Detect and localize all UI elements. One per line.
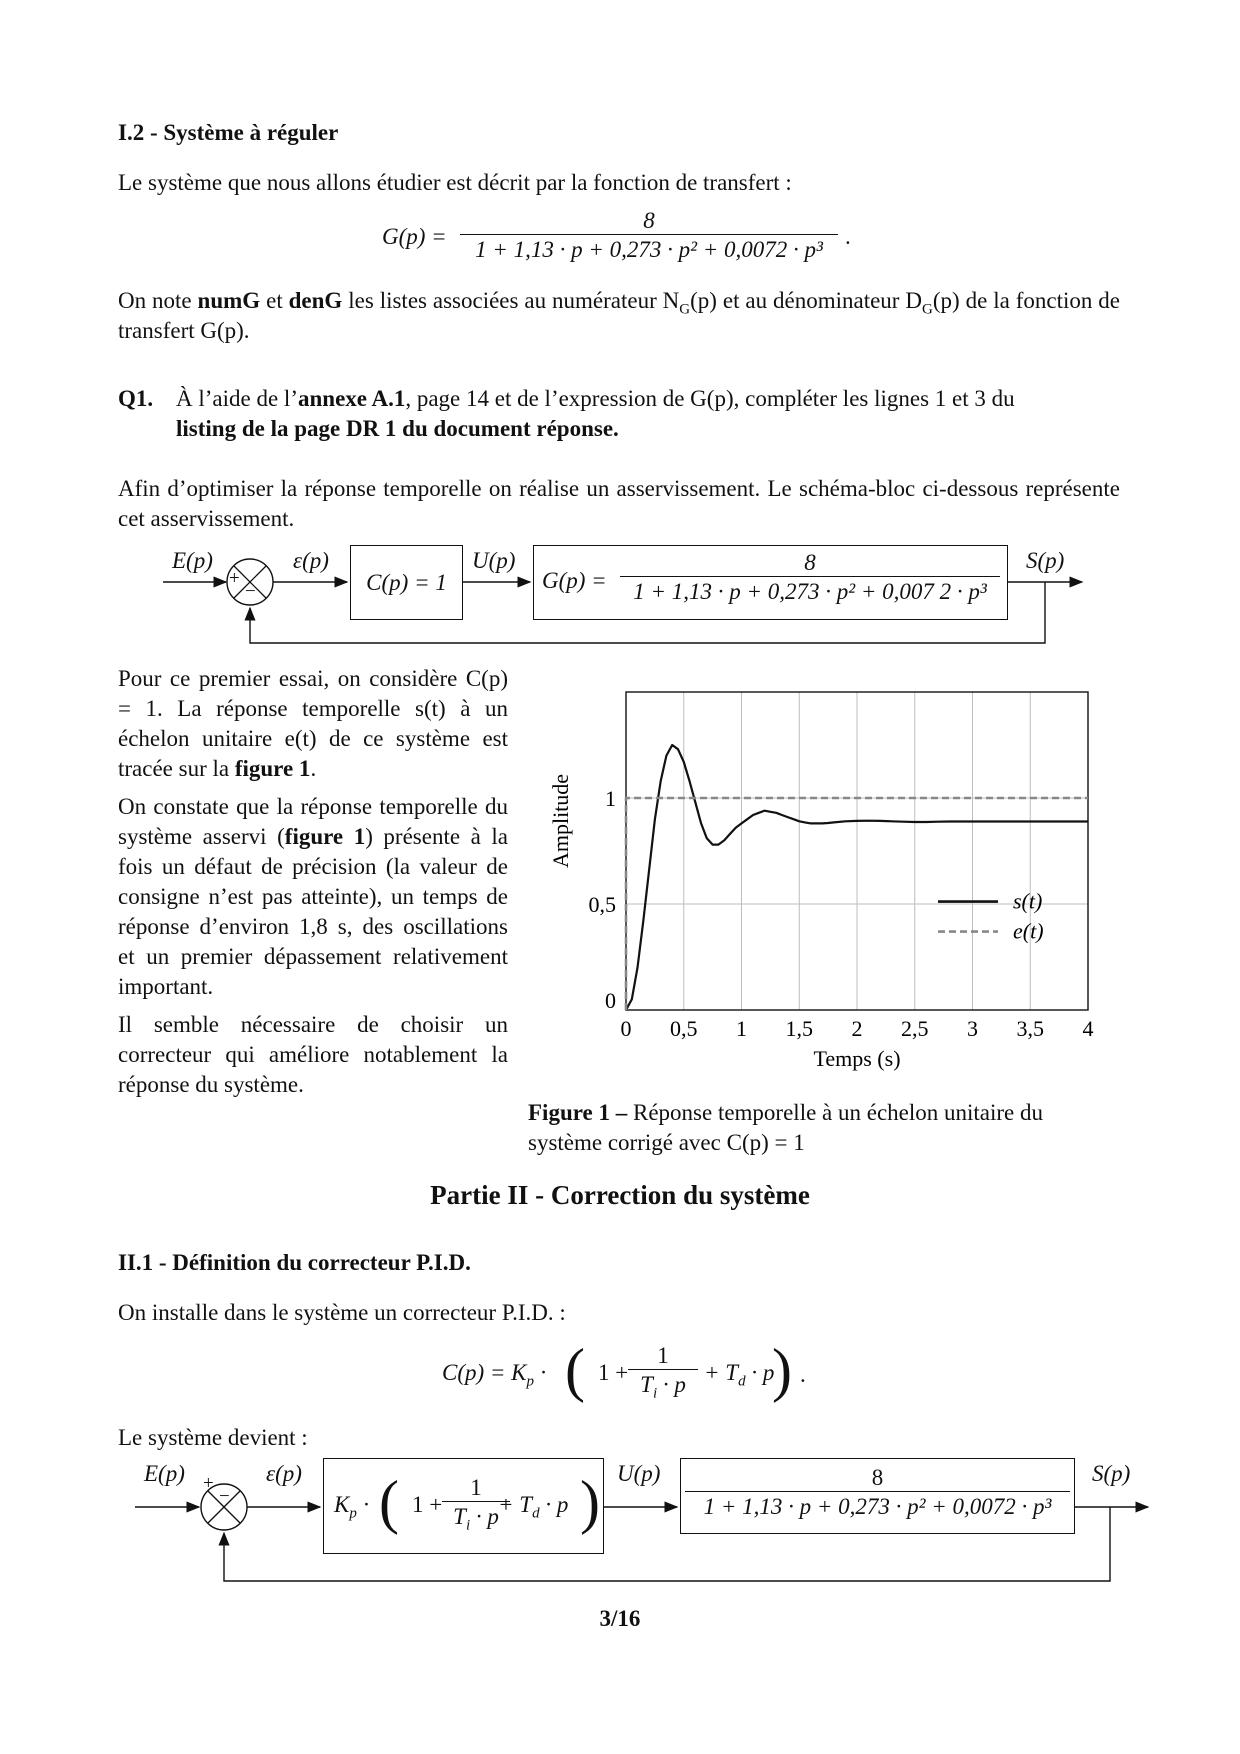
x-tick-label: 2 xyxy=(851,1016,863,1041)
x-tick-label: 4 xyxy=(1082,1016,1094,1041)
question-text: À l’aide de l’annexe A.1, page 14 et de l’expression de G(p), compléter les lignes 1 et 3 du listing de la page DR 1 du document réponse. xyxy=(176,386,1015,441)
figure-caption: Figure 1 – Réponse temporelle à un échelon unitaire du système corrigé avec C(p) = 1 xyxy=(528,1100,1044,1155)
g-equation-period: . xyxy=(845,224,851,249)
controller2-gain: $K_p$ · xyxy=(334,1492,371,1522)
controller-block-2: $K_p$ · ( 1 + $\frac{1}{T_i \cdot p}$ + $T_d \cdot p$ ) xyxy=(323,1458,604,1554)
diagram2-error-label: ε(p) xyxy=(266,1461,302,1486)
pid-derivative-term: + $T_d \cdot p$ xyxy=(704,1360,775,1390)
side-paragraph-1: Pour ce premier essai, on considère C(p) = 1. La réponse temporelle s(t) à un échelon unitaire e(t) de ce système est tracée sur la figure 1. xyxy=(118,666,508,781)
x-tick-label: 2,5 xyxy=(901,1016,929,1041)
diagram2-command-label: U(p) xyxy=(617,1461,661,1486)
g-denominator: 1 + 1,13 · p + 0,273 · p² + 0,0072 · p³ xyxy=(460,234,838,263)
section-heading-ii1: II.1 - Définition du correcteur P.I.D. xyxy=(118,1250,471,1275)
legend-label: s(t) xyxy=(1013,888,1043,914)
controller-label-1: C(p) = 1 xyxy=(366,570,447,595)
x-axis-label: Temps (s) xyxy=(813,1046,901,1071)
plant-block-2 xyxy=(680,1458,1075,1534)
note-paragraph: On note numG et denG les listes associées au numérateur $N_G(p)$ et au dénominateur $D_G(p)$ de la fonction de transfert G(p). xyxy=(118,288,1120,343)
plant-lhs-1: G(p) = xyxy=(542,568,607,593)
y-tick-label: 0 xyxy=(605,988,616,1013)
intro-text: Le système que nous allons étudier est décrit par la fonction de transfert : xyxy=(118,170,792,195)
diagram1-command-label: U(p) xyxy=(472,548,516,573)
step-response-chart xyxy=(528,680,1108,1080)
page-number: 3/16 xyxy=(599,1606,641,1631)
diagram1-minus-sign: − xyxy=(245,581,256,602)
pid-period: . xyxy=(800,1362,806,1387)
diagram1-plus-sign: + xyxy=(229,568,240,589)
x-tick-label: 1,5 xyxy=(785,1016,813,1041)
pid-integral-fraction: $\frac{1}{T_i \cdot p}$ xyxy=(628,1343,698,1398)
g-equation-lhs: G(p) = xyxy=(382,224,447,249)
plant-fraction-1: $\frac{8}{\text{1 + 1,13 · p + 0,273 · p² + 0,007 2 · p³}}$ xyxy=(620,550,1000,605)
pid-open-paren: ( xyxy=(565,1337,585,1403)
section-heading-i2: I.2 - Système à réguler xyxy=(118,120,339,145)
x-tick-label: 0,5 xyxy=(670,1016,698,1041)
g-numerator: 8 xyxy=(643,208,655,233)
asserv-intro: Afin d’optimiser la réponse temporelle on réalise un asservissement. Le schéma-bloc ci-dessous représente cet asservissement. xyxy=(118,476,1120,531)
pid-intro: On installe dans le système un correcteur P.I.D. : xyxy=(118,1300,566,1325)
diagram1-input-label: E(p) xyxy=(172,548,213,573)
side-paragraph-3: Il semble nécessaire de choisir un correcteur qui améliore notablement la réponse du système. xyxy=(118,1012,508,1097)
numG-term: numG xyxy=(197,288,261,313)
part-ii-title: Partie II - Correction du système xyxy=(430,1180,810,1210)
controller-block-1 xyxy=(350,545,463,620)
g-equation-fraction xyxy=(460,208,838,263)
controller2-fraction: $\frac{1}{T_i \cdot p}$ xyxy=(442,1475,510,1530)
diagram2-plus-sign: + xyxy=(203,1473,214,1494)
y-axis-label: Amplitude xyxy=(548,773,573,869)
pid-close-paren: ) xyxy=(772,1337,792,1403)
diagram2-output-label: S(p) xyxy=(1092,1461,1131,1486)
side-paragraph-2: On constate que la réponse temporelle du système asservi (figure 1) présente à la fois un défaut de précision (la valeur de consigne n’est pas atteinte), un temps de réponse d’environ 1,8 s, des oscillations et un premier dépassement relativement important. xyxy=(118,794,509,999)
diagram1-output-label: S(p) xyxy=(1026,548,1065,573)
pid-one-plus: 1 + xyxy=(598,1360,629,1385)
plant-block-1 xyxy=(533,545,1008,620)
question-label: Q1. xyxy=(118,386,154,411)
denG-term: denG xyxy=(288,288,343,313)
y-tick-label: 1 xyxy=(605,786,616,811)
x-tick-label: 1 xyxy=(736,1016,747,1041)
devient-text: Le système devient : xyxy=(118,1425,308,1450)
diagram2-minus-sign: − xyxy=(219,1486,230,1507)
diagram1-error-label: ε(p) xyxy=(293,548,329,573)
pid-lhs: $C(p) = K_p$ · xyxy=(442,1360,548,1390)
x-tick-label: 0 xyxy=(620,1016,632,1041)
legend-label: e(t) xyxy=(1013,918,1044,944)
x-tick-label: 3,5 xyxy=(1016,1016,1044,1041)
plant-fraction-2: $\frac{8}{\text{1 + 1,13 · p + 0,273 · p² + 0,0072 · p³}}$ xyxy=(685,1465,1070,1520)
diagram2-input-label: E(p) xyxy=(144,1461,185,1486)
y-tick-label: 0,5 xyxy=(588,892,616,917)
x-tick-label: 3 xyxy=(967,1016,978,1041)
